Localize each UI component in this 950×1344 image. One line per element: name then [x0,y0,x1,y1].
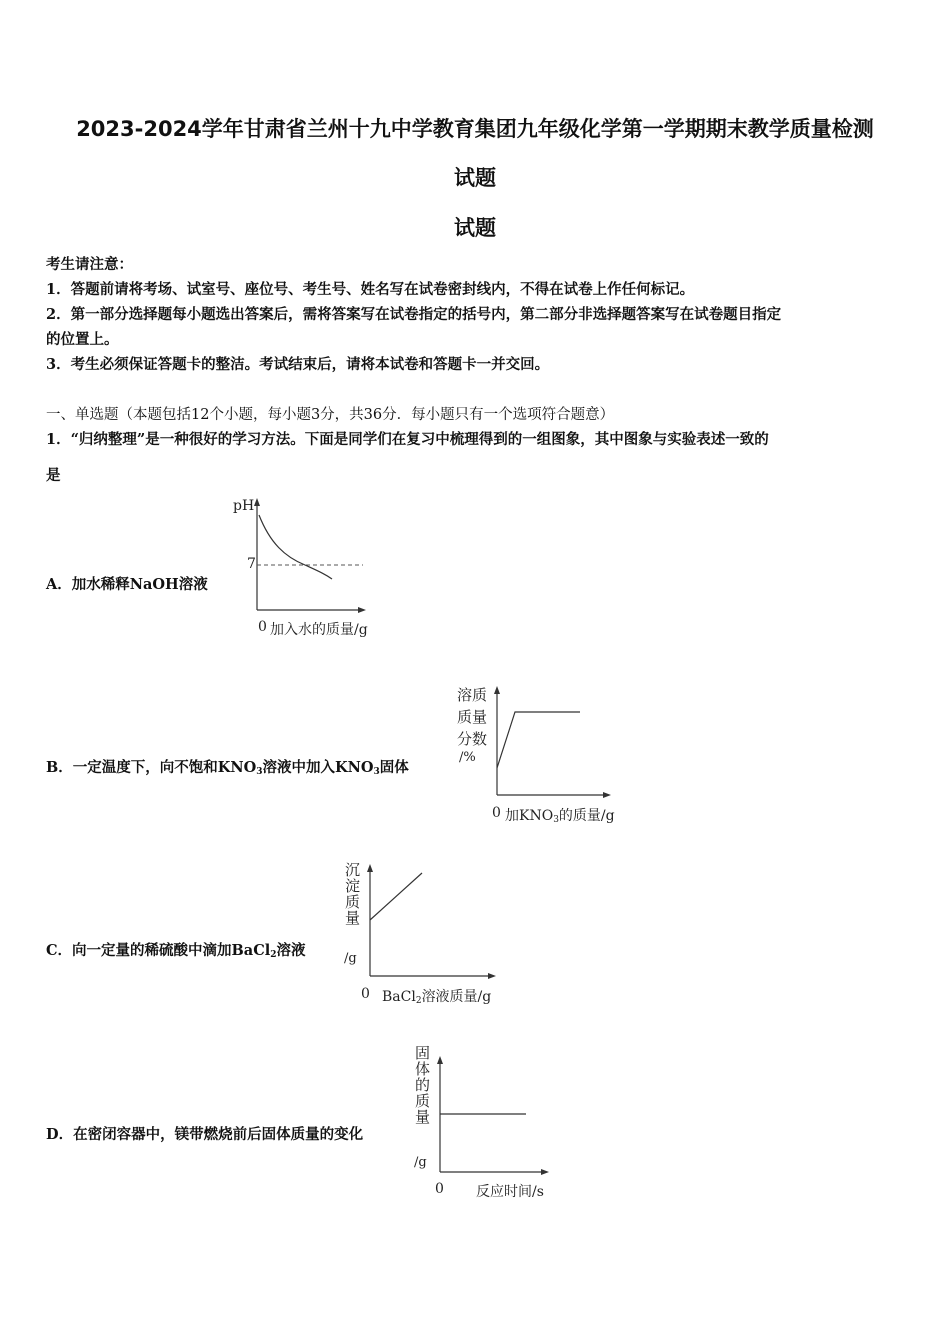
a-origin-label: 0 [258,619,267,635]
c-curve [370,873,422,920]
b-x-arrow [603,792,611,798]
notice-item-2-cont: 的位置上。 [46,331,119,348]
a-ref-label: 7 [247,556,256,572]
exam-title-line1: 2023-2024学年甘肃省兰州十九中学教育集团九年级化学第一学期期末教学质量检测 [76,117,874,141]
b-y-label-1: 溶质 [457,686,488,704]
c-origin-label: 0 [361,986,370,1002]
c-x-arrow [488,973,496,979]
option-a-label: A．加水稀释NaOH溶液 [46,576,208,593]
a-x-arrow [358,607,366,613]
exam-title-line3: 试题 [454,216,496,240]
question-1-stem-cont: 是 [46,467,61,484]
notice-item-2: 2．第一部分选择题每小题选出答案后，需将答案写在试卷指定的括号内，第二部分非选择题答案写在试卷题目指定 [46,306,782,323]
option-b-label: B．一定温度下，向不饱和$KNO_3$溶液中加入$KNO_3$固体 [46,759,409,777]
notice-item-3: 3．考生必须保证答题卡的整洁。考试结束后，请将本试卷和答题卡一并交回。 [46,356,550,373]
a-x-label: 加入水的质量/g [270,622,368,638]
notice-item-1: 1．答题前请将考场、试室号、座位号、考生号、姓名写在试卷密封线内，不得在试卷上作任何标记。 [46,281,695,298]
b-y-label-2: 质量 [457,708,488,726]
d-y-label: 固体的质量 [413,1045,431,1125]
option-b-graph [455,683,625,825]
question-1-stem: 1．“归纳整理”是一种很好的学习方法。下面是同学们在复习中梳理得到的一组图象，其中图象与实验表述一致的 [46,431,769,448]
a-curve [259,515,332,579]
a-y-label: pH [233,498,255,514]
a-y-arrow [254,498,260,506]
b-origin-label: 0 [492,805,501,821]
c-y-unit: /g [344,951,357,966]
d-y-unit: /g [414,1155,427,1170]
option-c-label: C．向一定量的稀硫酸中滴加BaCl$_2$溶液 [46,942,306,960]
d-y-arrow [437,1056,443,1064]
section-heading: 一、单选题（本题包括12个小题，每小题3分，共36分．每小题只有一个选项符合题意） [46,407,615,423]
option-a-graph [230,495,380,638]
option-d-label: D．在密闭容器中，镁带燃烧前后固体质量的变化 [46,1126,364,1143]
c-x-label: BaCl$_2$溶液质量/g [382,989,492,1006]
option-c-graph [340,860,505,1006]
b-x-label: 加$KNO_3$的质量/g [505,808,615,825]
d-x-arrow [541,1169,549,1175]
b-y-arrow [494,686,500,694]
exam-title-line2: 试题 [454,166,496,190]
option-d-graph [410,1045,560,1200]
b-y-label-3: 分数 [457,730,488,748]
b-y-label-4: /% [459,750,476,765]
notice-heading: 考生请注意： [46,256,133,273]
c-y-label: 沉淀质量 [343,862,361,926]
b-curve [497,712,580,768]
c-y-arrow [367,864,373,872]
d-x-label: 反应时间/s [476,1184,544,1200]
d-origin-label: 0 [435,1181,444,1197]
